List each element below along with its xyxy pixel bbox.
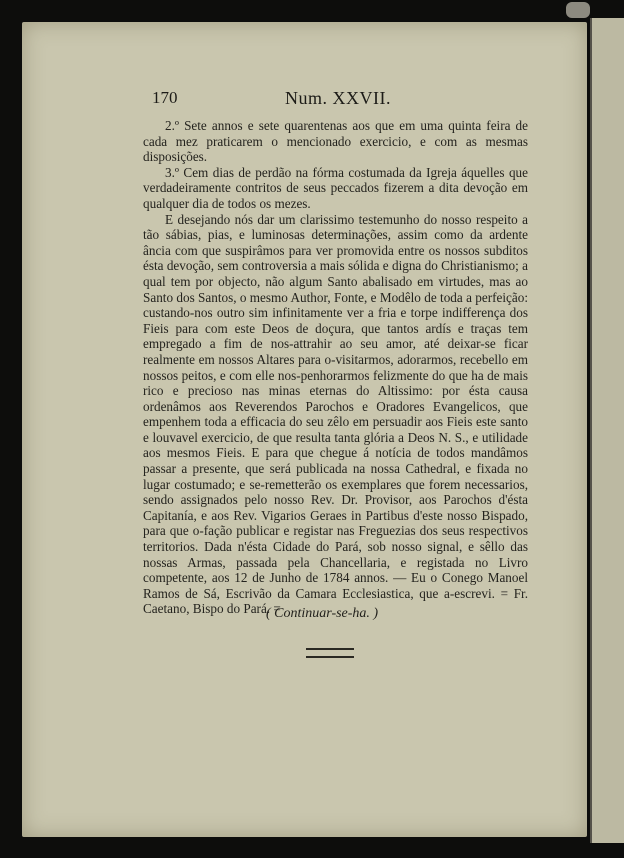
paragraph-item-3: 3.º Cem dias de perdão na fórma costumada da Igreja áquelles que verdadeiramente contritos de seus peccados fizerem a dita devoção em qualquer dia de todos os mezes.: [143, 164, 528, 211]
paragraph-item-2: 2.º Sete annos e sete quarentenas aos que em uma quinta feira de cada mez praticarem o mencionado exercicio, e com as mesmas disposições.: [143, 118, 528, 165]
body-text: [143, 118, 528, 617]
adjacent-page-edge: [590, 18, 624, 843]
page-header: [152, 88, 552, 110]
running-head: Num. XXVII.: [285, 88, 391, 108]
double-rule-divider: [306, 648, 354, 658]
page-number: 170: [152, 88, 178, 107]
paragraph-decree: E desejando nós dar um clarissimo testemunho do nosso respeito a tão sábias, pias, e luminosas determinações, assim como da ardente ância com que suspirâmos para ver promovida entre os nossos subditos ésta devoção, sem controversia a mais sólida e digna do Christianismo; a qual tem por objecto, não algum Santo abalisado em virtudes, mas ao Santo dos Santos, o mesmo Author, Fonte, e Modêlo de toda a perfeição: custando-nos outro sim infinitamente ver a fria e torpe indifferença dos Fieis para com este Deos de doçura, que tantos ardís e traças tem empregado a fim de nos-attrahir ao seu amor, até deixar-se ficar realmente em nossos Altares para o-visitarmos, adorarmos, recebello em nossos peitos, e com elle nos-penhorarmos felizmente do que ha de mais rico e precioso nas minas eternas do Altissimo: por ésta causa ordenâmos aos Reverendos Parochos e Oradores Evangelicos, que empenhem toda a efficacia do seu zêlo em persuadir aos Fieis este santo e louvavel exercicio, de que resulta tanta glória a Deos N. S., e utilidade aos mesmos Fieis. E para que chegue á notícia de todos mandâmos passar a presente, que será publicada na nossa Cathedral, e fixada no lugar costumado; e se-remetterão os exemplares que forem necessarios, sendo assignados pelo nosso Rev. Dr. Provisor, aos Parochos d'ésta Capitanía, e aos Rev. Vigarios Geraes in Partibus d'este nosso Bispado, para que o-fação publicar e registar nas Freguezias dos seus respectivos territorios. Dada n'ésta Cidade do Pará, sob nosso signal, e sêllo das nossas Armas, passada pela Chancellaria, e registada no Livro competente, aos 12 de Junho de 1784 annos. — Eu o Conego Manoel Ramos de Sá, Escrivão da Camara Ecclesiastica, que a-escrevi. = Fr. Caetano, Bispo do Pará. =: [143, 211, 528, 617]
continuation-note: ( Continuar-se-ha. ): [266, 606, 379, 621]
page-corner-mark: [566, 2, 590, 18]
